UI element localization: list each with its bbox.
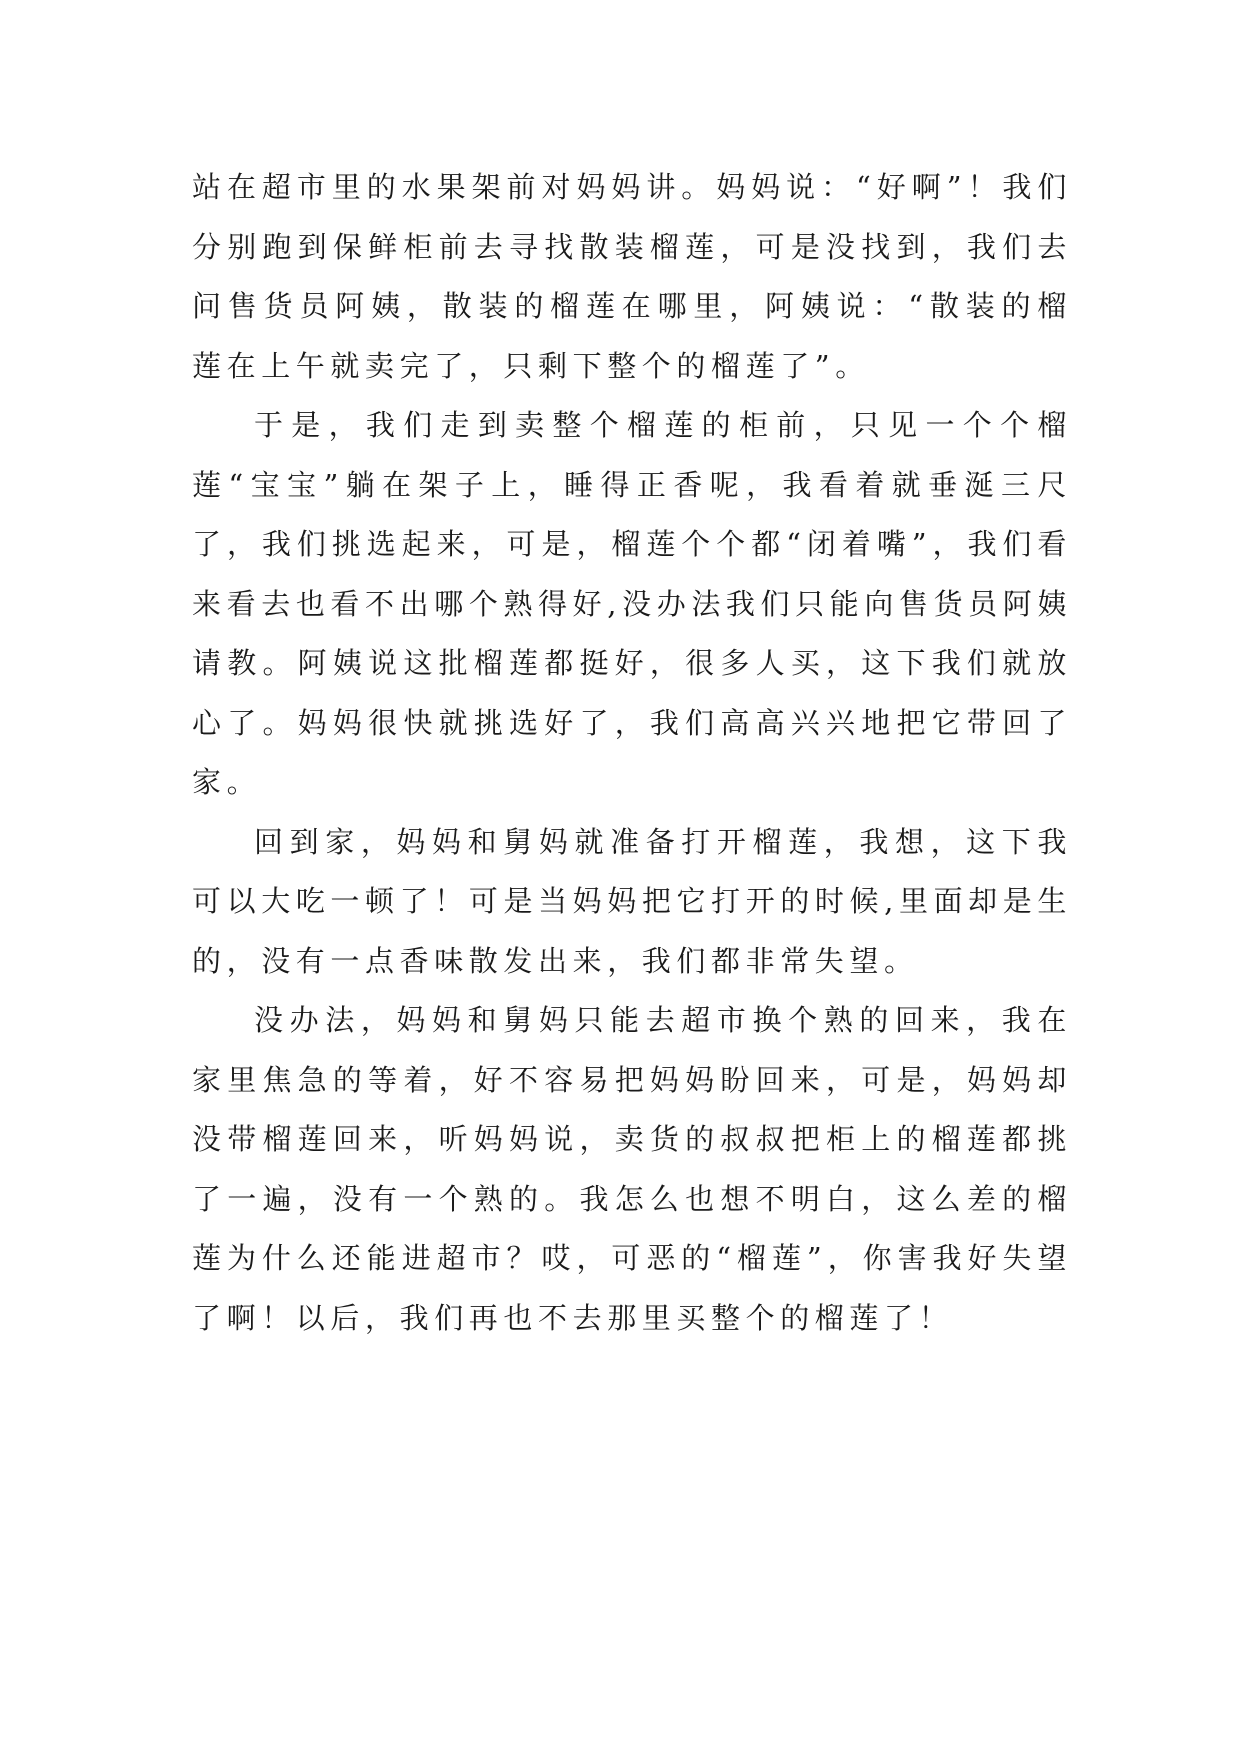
paragraph-1: 站在超市里的水果架前对妈妈讲。妈妈说：“好啊”！我们分别跑到保鲜柜前去寻找散装榴莲，可是没找到，我们去问售货员阿姨，散装的榴莲在哪里，阿姨说：“散装的榴莲在上午就卖完了，只剩下整个的榴莲了”。	[192, 170, 1072, 383]
paragraph-2: 于是，我们走到卖整个榴莲的柜前，只见一个个榴莲“宝宝”躺在架子上，睡得正香呢，我看着就垂涎三尺了，我们挑选起来，可是，榴莲个个都“闭着嘴”，我们看来看去也看不出哪个熟得好,没办法我们只能向售货员阿姨请教。阿姨说这批榴莲都挺好，很多人买，这下我们就放心了。妈妈很快就挑选好了，我们高高兴兴地把它带回了家。	[192, 408, 1072, 799]
paragraph-4: 没办法，妈妈和舅妈只能去超市换个熟的回来，我在家里焦急的等着，好不容易把妈妈盼回来，可是，妈妈却没带榴莲回来，听妈妈说，卖货的叔叔把柜上的榴莲都挑了一遍，没有一个熟的。我怎么也想不明白，这么差的榴莲为什么还能进超市？哎，可恶的“榴莲”，你害我好失望了啊！以后，我们再也不去那里买整个的榴莲了！	[192, 1003, 1072, 1335]
document-body	[192, 158, 1072, 1348]
paragraph-3: 回到家，妈妈和舅妈就准备打开榴莲，我想，这下我可以大吃一顿了！可是当妈妈把它打开的时候,里面却是生的，没有一点香味散发出来，我们都非常失望。	[192, 824, 1072, 978]
